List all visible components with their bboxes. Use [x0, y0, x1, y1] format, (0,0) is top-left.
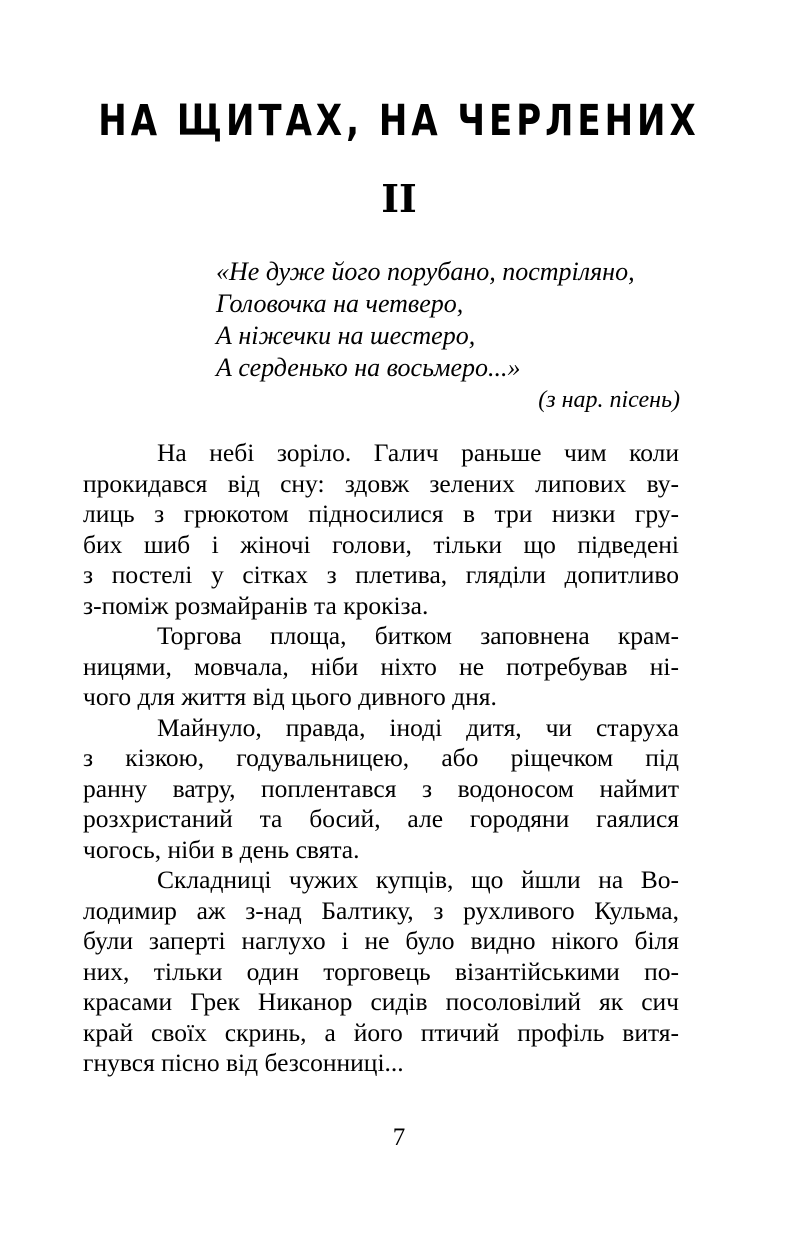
- text-line: ранну ватру, поплентався з водоносом наймит: [83, 773, 679, 803]
- text-line: з постелі у сітках з плетива, гляділи допитливо: [83, 560, 679, 589]
- epigraph-line: А ніжечки на шестеро,: [216, 321, 476, 350]
- text-line: Складниці чужих купців, що йшли на Во-: [157, 865, 679, 894]
- text-line: були заперті наглухо і не було видно нікого біля: [83, 926, 679, 955]
- text-line: з кізкою, годувальницею, або ріщечком під: [83, 743, 679, 772]
- section-number: II: [381, 176, 417, 221]
- paragraph: [83, 713, 679, 866]
- text-line: чогось, ніби в день свята.: [83, 834, 360, 864]
- text-line: них, тільки один торговець візантійськими по-: [83, 956, 679, 986]
- chapter-title: НА ЩИТАХ, НА ЧЕРЛЕНИХ: [98, 96, 700, 146]
- text-line: з-поміж розмайранів та крокіза.: [83, 590, 429, 620]
- text-line: красами Грек Никанор сидів посоловілий як сич: [83, 987, 679, 1016]
- text-line: ницями, мовчала, ніби ніхто не потребував ні-: [83, 651, 679, 681]
- body-text: [83, 438, 679, 1079]
- text-line: На небі зоріло. Галич раньше чим коли: [157, 438, 679, 467]
- epigraph-line: «Не дуже його порубано, постріляно,: [216, 257, 635, 286]
- text-line: прокидався від сну: здовж зелених липових ву-: [83, 468, 679, 498]
- text-line: Майнуло, правда, іноді дитя, чи старуха: [157, 712, 679, 742]
- text-line: Торгова площа, битком заповнена крам-: [157, 621, 679, 650]
- paragraph: [83, 865, 679, 1079]
- text-line: гнувся пісно від безсонниці...: [83, 1048, 404, 1077]
- paragraph: [83, 621, 679, 713]
- text-line: чого для життя від цього дивного дня.: [83, 682, 497, 711]
- epigraph-line: А серденько на восьмеро...»: [216, 353, 521, 382]
- text-line: лиць з грюкотом підносилися в три низки гру-: [83, 499, 679, 528]
- epigraph: [216, 256, 680, 416]
- text-line: розхристаний та босий, але городяни гаялися: [83, 804, 679, 833]
- paragraph: [83, 438, 679, 621]
- page-number: 7: [392, 1124, 406, 1151]
- epigraph-line: Головочка на четверо,: [216, 289, 464, 318]
- epigraph-source: (з нар. пісень): [538, 387, 680, 413]
- text-line: бих шиб і жіночі голови, тільки що підведені: [83, 529, 679, 559]
- text-line: лодимир аж з-над Балтику, з рухливого Кульма,: [83, 895, 679, 925]
- text-line: край своїх скринь, а його птичий профіль витя-: [83, 1017, 679, 1047]
